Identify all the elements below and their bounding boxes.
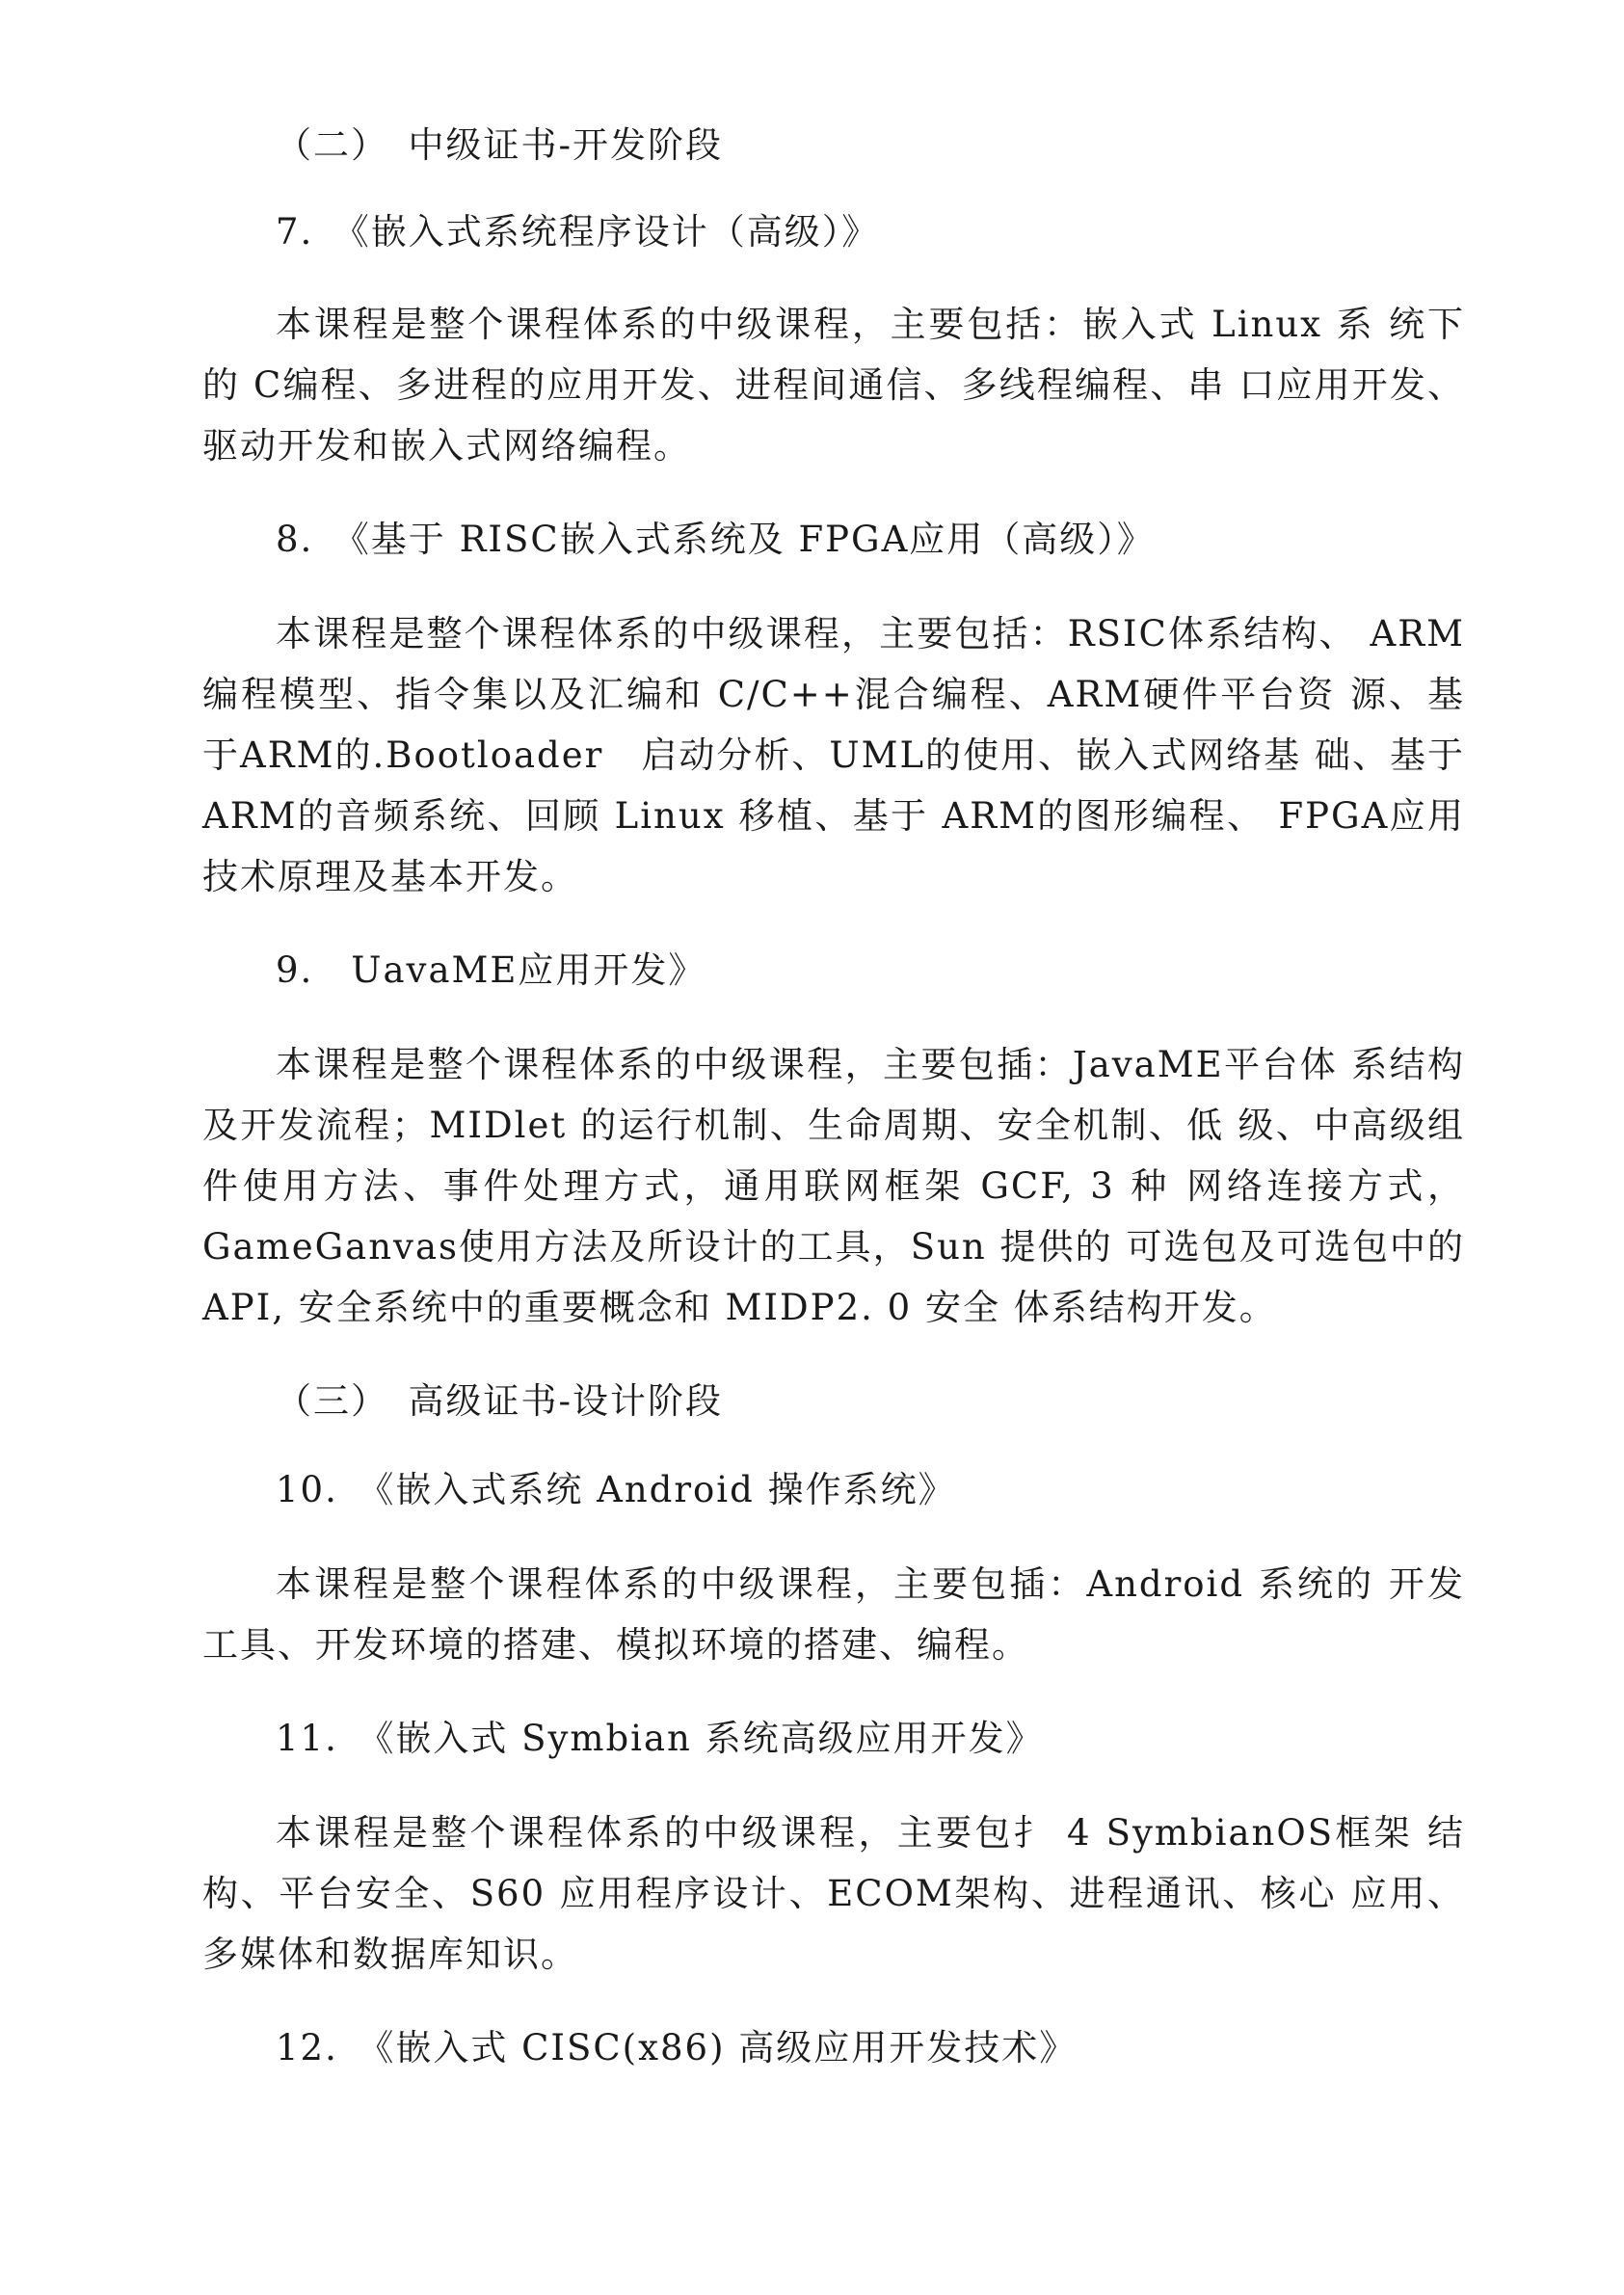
course-title-8: 8. 《基于 RISC嵌入式系统及 FPGA应用（高级）》 <box>276 519 1155 560</box>
course-title-9: 9. UavaME应用开发》 <box>276 949 706 991</box>
course-body-7: 本课程是整个课程体系的中级课程，主要包括：嵌入式 Linux 系 统下的 C编程、多进程的应用开发、进程间通信、多线程编程、串 口应用开发、驱动开发和嵌入式网络编程。 <box>202 304 1465 467</box>
course-title-12: 12. 《嵌入式 CISC(x86) 高级应用开发技术》 <box>276 2027 1078 2068</box>
section-heading-intermediate: （二） 中级证书-开发阶段 <box>276 124 724 166</box>
section-heading-advanced: （三） 高级证书-设计阶段 <box>276 1380 724 1422</box>
course-body-9: 本课程是整个课程体系的中级课程，主要包插：JavaME平台体 系结构及开发流程；MIDlet 的运行机制、生命周期、安全机制、低 级、中高级组件使用方法、事件处理方式，通用联网框架 GCF, 3 种 网络连接方式，GameGanvas使用方法及所设计的工具，Sun 提供的 可选包及可选包中的API, 安全系统中的重要概念和 MIDP2. 0 安全 体系结构开发。 <box>202 1044 1465 1328</box>
course-body-10: 本课程是整个课程体系的中级课程，主要包插：Android 系统的 开发工具、开发环境的搭建、模拟环境的搭建、编程。 <box>202 1563 1465 1666</box>
course-title-10: 10. 《嵌入式系统 Android 操作系统》 <box>276 1469 956 1510</box>
course-body-8: 本课程是整个课程体系的中级课程，主要包括：RSIC体系结构、 ARM编程模型、指令集以及汇编和 C/C++混合编程、ARM硬件平台资 源、基于ARM的.Bootloader 启动分析、UML的使用、嵌入式网络基 础、基于 ARM的音频系统、回顾 Linux 移植、基于 ARM的图形编程、 FPGA应用技术原理及基本开发。 <box>202 613 1465 897</box>
document-page <box>202 120 1465 2073</box>
course-title-7: 7. 《嵌入式系统程序设计（高级）》 <box>276 211 880 253</box>
course-title-11: 11. 《嵌入式 Symbian 系统高级应用开发》 <box>276 1718 1044 1759</box>
course-body-11: 本课程是整个课程体系的中级课程，主要包扌 4 SymbianOS框架 结构、平台安全、S60 应用程序设计、ECOM架构、进程通讯、核心 应用、多媒体和数据库知识。 <box>202 1812 1465 1975</box>
